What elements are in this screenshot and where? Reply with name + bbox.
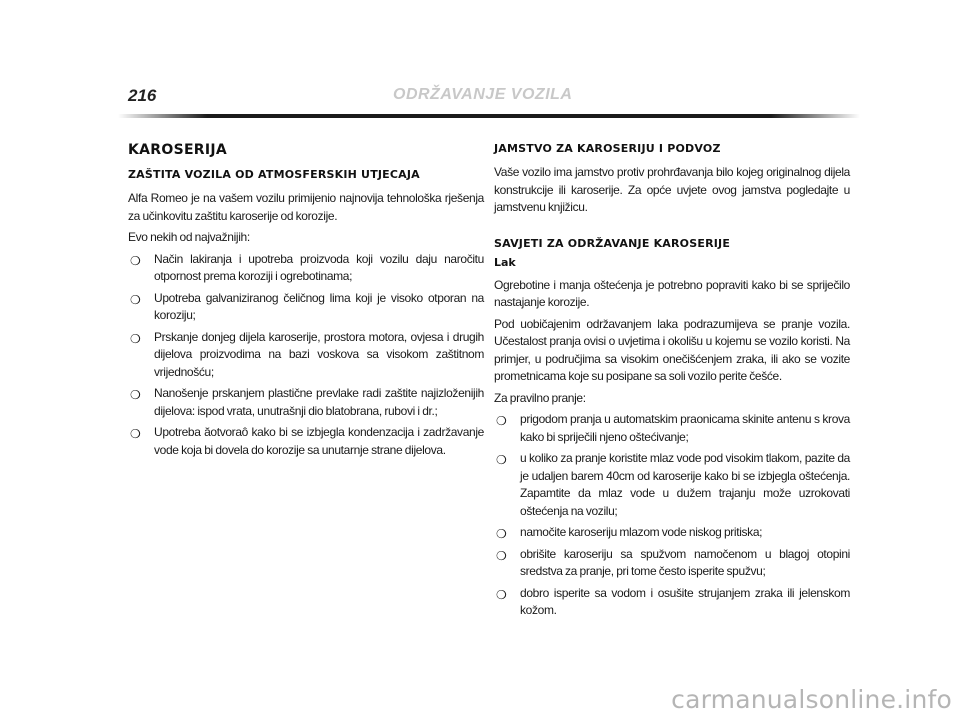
- list-item-text: namočite karoseriju mlazom vode niskog pritiska;: [520, 525, 763, 539]
- list-item-text: dobro isperite sa vodom i osušite strujanjem zraka ili jelenskom kožom.: [520, 585, 850, 617]
- bullet-circle-icon: ❍: [496, 453, 507, 467]
- list-item: [128, 329, 484, 382]
- list-item-text: Upotreba ăotvoraô kako bi se izbjegla kondenzacija i zadržavanje vode koja bi dovela do korozije sa unutarnje strane dijelova.: [154, 425, 484, 457]
- watermark: carmanualsonline.info: [671, 685, 952, 714]
- subheading-protection: ZAŠTITA VOZILA OD ATMOSFERSKIH UTJECAJA: [128, 168, 420, 181]
- list-item-text: prigodom pranja u automatskim praonicama skinite antenu s krova kako bi spriječili njeno oštećivanje;: [520, 412, 850, 444]
- wash-lead: Za pravilno pranje:: [494, 390, 586, 405]
- list-item: [494, 524, 850, 542]
- list-item-text: Prskanje donjeg dijela karoserije, prostora motora, ovjesa i drugih dijelova proizvodima na bazi voskova sa visokom zaštitnom vrijednošću;: [154, 329, 484, 379]
- list-item: [494, 585, 850, 620]
- running-title: ODRŽAVANJE VOZILA: [393, 86, 573, 103]
- bullet-circle-icon: ❍: [130, 331, 141, 346]
- bullet-circle-icon: ❍: [496, 414, 507, 428]
- page-number: 216: [128, 86, 157, 105]
- list-item: [494, 411, 850, 446]
- list-item-text: Način lakiranja i upotreba proizvoda koji vozilu daju naročitu otpornost prema koroziji i ogrebotinama;: [154, 251, 484, 283]
- list-item: [494, 546, 850, 581]
- list-item-text: u koliko za pranje koristite mlaz vode pod visokim tlakom, pazite da je udaljen barem 40cm od karoserije kako bi se izbjegla oštećenja. Zapamtite da mlaz vode u dužem trajanju može uzrokovati oštećenja na vozilu;: [520, 451, 850, 518]
- bullet-circle-icon: ❍: [130, 253, 141, 268]
- bullet-circle-icon: ❍: [130, 427, 141, 441]
- bullet-circle-icon: ❍: [496, 548, 507, 563]
- list-item: [494, 450, 850, 520]
- list-item: [128, 290, 484, 325]
- header-rule: [118, 114, 860, 118]
- section-heading-karoserija: KAROSERIJA: [128, 142, 228, 158]
- bullet-circle-icon: ❍: [130, 292, 141, 307]
- list-item-text: Upotreba galvaniziranog čeličnog lima koji je visoko otporan na koroziju;: [154, 290, 484, 322]
- list-item-text: obrišite karoseriju sa spužvom namočenom u blagoj otopini sredstva za pranje, pri tome često isperite spužvu;: [520, 546, 850, 578]
- warranty-paragraph: Vaše vozilo ima jamstvo protiv prohrđavanja bilo kojeg originalnog dijela konstrukcije ili karoserije. Za opće uvjete ovog jamstva pogledajte u jamstvenu knjižicu.: [494, 165, 850, 214]
- left-column: [128, 142, 484, 463]
- paint-heading: Lak: [494, 255, 516, 269]
- intro-paragraph: Alfa Romeo je na vašem vozilu primijenio najnovija tehnološka rješenja za učinkovitu zaštitu karoserije od korozije.: [128, 191, 484, 223]
- lead-paragraph: Evo nekih od najvažnijih:: [128, 230, 250, 244]
- right-column: [494, 142, 850, 624]
- list-item: [128, 385, 484, 420]
- bullet-circle-icon: ❍: [496, 587, 507, 602]
- list-item: [128, 251, 484, 286]
- paint-paragraph-1: Ogrebotine i manja oštećenja je potrebno popraviti kako bi se spriječilo nastajanje korozije.: [494, 277, 850, 309]
- bullet-circle-icon: ❍: [496, 527, 507, 541]
- care-heading: SAVJETI ZA ODRŽAVANJE KAROSERIJE: [494, 236, 731, 250]
- washing-list: [494, 411, 850, 620]
- list-item: [128, 424, 484, 459]
- bullet-circle-icon: ❍: [130, 388, 141, 402]
- warranty-heading: JAMSTVO ZA KAROSERIJU I PODVOZ: [494, 142, 721, 155]
- paint-paragraph-2: Pod uobičajenim održavanjem laka podrazumijeva se pranje vozila. Učestalost pranja ovisi o uvjetima i okolišu u kojemu se vozilo koristi. Na primjer, u područjima sa visokim onečišćenjem zraka, ili ako se vozite prometnicama koje su posipane sa soli vozilo perite češće.: [494, 316, 850, 383]
- list-item-text: Nanošenje prskanjem plastične prevlake radi zaštite najizloženijih dijelova: ispod vrata, unutrašnji dio blatobrana, rubovi i dr.;: [154, 386, 484, 418]
- protection-list: [128, 251, 484, 460]
